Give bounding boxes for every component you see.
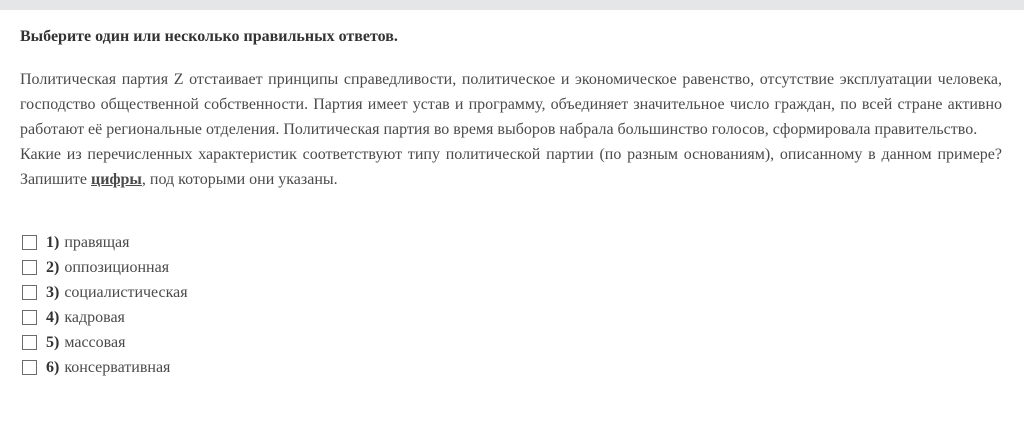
answer-options <box>20 230 1002 380</box>
option-4[interactable] <box>20 305 1002 330</box>
option-6[interactable] <box>20 355 1002 380</box>
top-bar <box>0 0 1024 10</box>
question-text <box>20 67 1002 192</box>
option-label: массовая <box>64 333 126 351</box>
emphasis-digits: цифры <box>91 171 142 188</box>
option-1[interactable] <box>20 230 1002 255</box>
question-paragraph-1: Политическая партия Z отстаивает принципы справедливости, политическое и экономическое равенство, отсутствие эксплуатации человека, господство общественной собственности. Партия имеет устав и программу, объединяет значительное число граждан, по всей стране активно работают её региональные отделения. Политическая партия во время выборов набрала большинство голосов, сформировала правительство. <box>20 71 1002 138</box>
option-number: 5) <box>46 333 60 351</box>
checkbox[interactable] <box>22 335 37 350</box>
option-number: 3) <box>46 283 60 301</box>
checkbox[interactable] <box>22 235 37 250</box>
question-block <box>20 27 1002 380</box>
option-number: 1) <box>46 233 60 251</box>
option-3[interactable] <box>20 280 1002 305</box>
option-number: 4) <box>46 308 60 326</box>
option-label: консервативная <box>64 358 171 376</box>
instruction-text: Выберите один или несколько правильных ответов. <box>20 28 398 45</box>
option-number: 2) <box>46 258 60 276</box>
question-prompt-end: , под которыми они указаны. <box>141 171 338 188</box>
option-label: правящая <box>64 233 130 251</box>
option-5[interactable] <box>20 330 1002 355</box>
option-2[interactable] <box>20 255 1002 280</box>
option-label: кадровая <box>64 308 125 326</box>
question-paragraph-2 <box>20 142 1002 192</box>
option-label: социалистическая <box>64 283 188 301</box>
option-number: 6) <box>46 358 60 376</box>
checkbox[interactable] <box>22 360 37 375</box>
option-label: оппозиционная <box>64 258 170 276</box>
checkbox[interactable] <box>22 260 37 275</box>
checkbox[interactable] <box>22 310 37 325</box>
checkbox[interactable] <box>22 285 37 300</box>
question-prompt: Какие из перечисленных характеристик соответствуют типу политической партии (по разным основаниям), описанному в данном примере? Запишите <box>20 146 1002 188</box>
